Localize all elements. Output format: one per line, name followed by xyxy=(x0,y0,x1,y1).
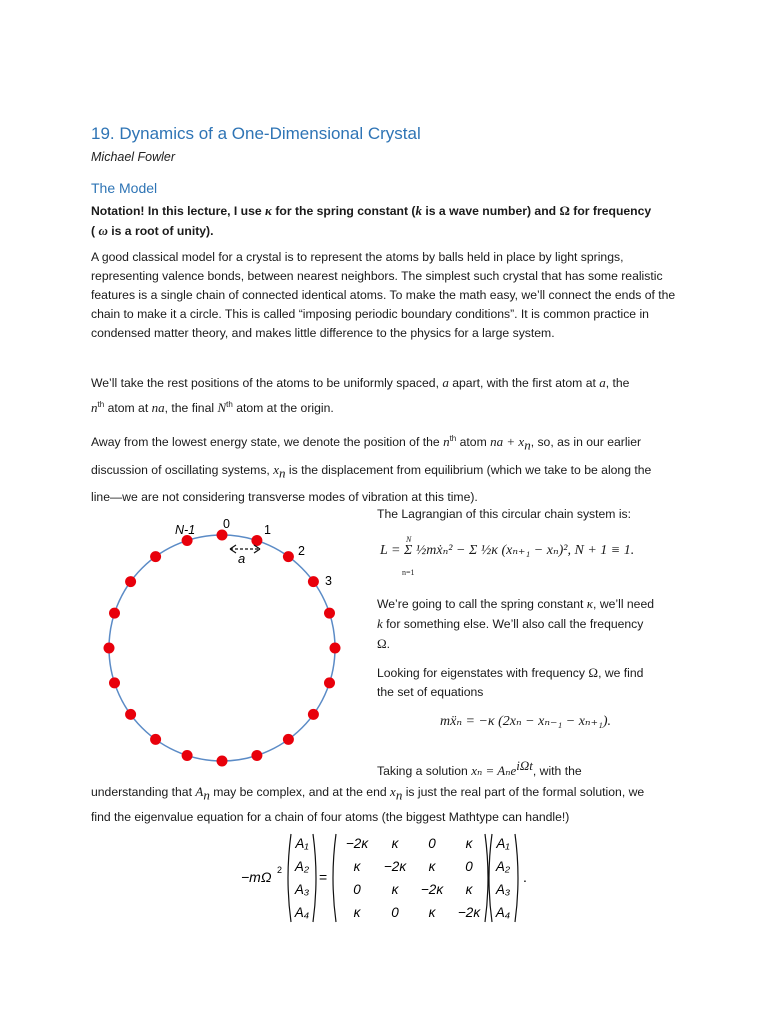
text-run: atom at the origin. xyxy=(236,401,334,416)
k-symbol: k xyxy=(415,203,422,218)
right-vector-entry: A₄ xyxy=(495,905,511,920)
label-a: a xyxy=(238,551,246,566)
atom-10 xyxy=(217,756,228,767)
math-n: n xyxy=(443,434,450,450)
matrix-entry: κ xyxy=(353,905,361,920)
k-symbol: k xyxy=(377,616,383,631)
text-run: understanding that xyxy=(91,785,192,799)
atom-11 xyxy=(182,750,193,761)
text-run: We’re going to call the spring constant xyxy=(377,597,584,611)
right-vector-entry: A₂ xyxy=(495,859,511,874)
sum-lower-limit: n=1 xyxy=(402,568,415,577)
atoms-group xyxy=(104,530,341,767)
atom-4 xyxy=(324,608,335,619)
notation-text: for frequency xyxy=(573,204,652,218)
notation-paragraph xyxy=(91,201,681,241)
matrix-entry: κ xyxy=(428,905,436,920)
coupling-matrix xyxy=(346,836,481,920)
kappa-symbol: κ xyxy=(586,596,594,611)
document-title: 19. Dynamics of a One-Dimensional Crystal xyxy=(91,124,421,143)
solution-expression: xₙ = Aₙe xyxy=(471,763,517,779)
left-vector-close-paren xyxy=(313,834,316,922)
label-0: 0 xyxy=(223,517,230,531)
label-1: 1 xyxy=(264,523,271,537)
text-run: may be complex, and at the end xyxy=(213,785,387,799)
superscript-th: th xyxy=(226,400,233,409)
right-vector-entry: A₁ xyxy=(496,836,510,851)
atom-16 xyxy=(109,608,120,619)
solution-exponent: iΩt xyxy=(516,758,533,773)
math-x: x xyxy=(273,461,279,477)
text-run: We’ll take the rest positions of the atoms to be uniformly spaced, xyxy=(91,376,439,390)
atom-6 xyxy=(324,677,335,688)
superscript-th: th xyxy=(97,400,105,409)
author-name: Michael Fowler xyxy=(91,150,176,164)
atom-0 xyxy=(217,530,228,541)
matrix-entry: 0 xyxy=(428,836,436,851)
notation-text: Notation! In this lecture, I use xyxy=(91,204,262,218)
atom-17 xyxy=(125,576,136,587)
naming-paragraph xyxy=(377,594,677,654)
matrix-entry: −2κ xyxy=(383,859,407,874)
left-vector-open-paren xyxy=(288,834,291,922)
text-run: , the xyxy=(605,376,630,390)
notation-text: is a wave number) and xyxy=(425,204,557,218)
notation-text: for the spring constant ( xyxy=(275,204,416,218)
kappa-symbol: κ xyxy=(265,203,272,218)
right-vector-entry: A₃ xyxy=(495,882,511,897)
matrix-entry: κ xyxy=(391,836,399,851)
text-run: , with the xyxy=(532,764,582,779)
eigenstates-paragraph xyxy=(377,663,677,702)
text-run: atom at xyxy=(107,401,149,416)
circular-chain-diagram xyxy=(90,505,360,775)
left-vector-entry: A₁ xyxy=(295,836,309,851)
atom-1 xyxy=(251,535,262,546)
left-vector-entry: A₂ xyxy=(294,859,310,874)
math-x: x xyxy=(390,784,396,799)
right-vector-open-paren xyxy=(489,834,492,922)
math-n: n xyxy=(91,400,98,416)
matrix-entry: κ xyxy=(391,882,399,897)
right-vector-close-paren xyxy=(515,834,518,922)
text-run: , so, as in our earlier xyxy=(530,435,642,450)
matrix-entry: 0 xyxy=(465,859,473,874)
math-a: a xyxy=(599,375,606,390)
atom-5 xyxy=(330,643,341,654)
left-vector-entry: A₄ xyxy=(294,905,310,920)
small-omega-symbol: ω xyxy=(98,223,108,238)
atom-13 xyxy=(125,709,136,720)
subscript-n: n xyxy=(279,464,286,480)
text-run: atom xyxy=(459,435,487,450)
text-run: is just the real part of the formal solution, we xyxy=(405,785,645,799)
text-run: Taking a solution xyxy=(377,764,468,779)
notation-text: ( xyxy=(91,224,96,238)
text-run: apart, with the first atom at xyxy=(452,376,596,390)
subscript-n: n xyxy=(203,787,210,803)
lagrangian-equation xyxy=(380,542,634,559)
left-vector xyxy=(294,836,310,920)
text-run: find the eigenvalue equation for a chain of four atoms (the biggest Mathtype can handle!) xyxy=(91,810,570,825)
subscript-n: n xyxy=(524,437,531,453)
label-n-minus-1: N-1 xyxy=(175,523,196,537)
label-3: 3 xyxy=(325,574,332,588)
lagrangian-intro: The Lagrangian of this circular chain system is: xyxy=(377,507,632,521)
equation-of-motion: mẍₙ = −κ (2xₙ − xₙ₋₁ − xₙ₊₁). xyxy=(440,714,612,729)
text-run: the set of equations xyxy=(377,685,484,699)
atom-14 xyxy=(109,677,120,688)
matrix-entry: 0 xyxy=(353,882,361,897)
math-position: na + x xyxy=(490,434,525,450)
intro-paragraph: A good classical model for a crystal is to represent the atoms by balls held in place by light springs, representing valence bonds, between nearest neighbors. The simplest such crystal that has some realistic features is a single chain of connected identical atoms. To make the math easy, we’ll connect the ends of the chain to make it a circle. This is called “imposing periodic boundary conditions”. It is common practice in condensed matter theory, and makes little difference to the physics for a large system. xyxy=(91,250,676,340)
text-run: Away from the lowest energy state, we denote the position of the xyxy=(91,435,440,450)
text-run: is the displacement from equilibrium (which we take to be along the xyxy=(288,462,652,477)
text-run: . xyxy=(386,637,391,651)
subscript-n: n xyxy=(395,787,403,803)
atom-18 xyxy=(150,551,161,562)
positions-paragraph xyxy=(91,372,681,419)
matrix-entry: κ xyxy=(465,882,473,897)
text-run: for something else. We’ll also call the frequency xyxy=(386,617,644,631)
matrix-lhs: −mΩ xyxy=(241,869,272,885)
notation-text: is a root of unity). xyxy=(111,224,214,238)
math-a: a xyxy=(442,375,449,390)
lagrangian-expression: L = Σ ½mẋₙ² − Σ ½κ (xₙ₊₁ − xₙ)², N + 1 ≡ 1. xyxy=(380,543,635,558)
atom-12 xyxy=(150,734,161,745)
equals-sign: = xyxy=(319,869,328,885)
left-vector-entry: A₃ xyxy=(294,882,310,897)
omega-symbol: Ω xyxy=(377,636,387,651)
sum-upper-limit: N xyxy=(406,535,412,544)
matrix-lhs-exponent: 2 xyxy=(277,865,283,875)
matrix-entry: κ xyxy=(353,859,361,874)
atom-3 xyxy=(308,576,319,587)
atom-8 xyxy=(283,734,294,745)
math-A: A xyxy=(195,784,204,799)
matrix-entry: 0 xyxy=(391,905,399,920)
matrix-close-paren xyxy=(485,834,488,922)
displacement-paragraph xyxy=(91,427,681,509)
text-run: , the final xyxy=(164,401,215,416)
matrix-entry: κ xyxy=(428,859,436,874)
superscript-th: th xyxy=(449,434,457,443)
matrix-entry: κ xyxy=(465,836,473,851)
text-run: discussion of oscillating systems, xyxy=(91,462,270,477)
text-run: , we find xyxy=(598,666,644,680)
atom-9 xyxy=(251,750,262,761)
atom-7 xyxy=(308,709,319,720)
math-N: N xyxy=(217,400,227,416)
text-run: line—we are not considering transverse modes of vibration at this time). xyxy=(91,489,478,504)
eigenvalue-paragraph xyxy=(91,781,681,828)
matrix-period: . xyxy=(523,869,527,885)
omega-symbol: Ω xyxy=(588,665,599,680)
label-2: 2 xyxy=(298,544,305,558)
section-heading: The Model xyxy=(91,180,158,196)
chain-ring xyxy=(109,535,335,761)
matrix-entry: −2κ xyxy=(457,905,481,920)
matrix-entry: −2κ xyxy=(345,836,369,851)
math-na: na xyxy=(151,400,165,416)
matrix-open-paren xyxy=(333,834,336,922)
atom-15 xyxy=(104,643,115,654)
text-run: Looking for eigenstates with frequency xyxy=(377,666,585,680)
atom-2 xyxy=(283,551,294,562)
right-vector xyxy=(495,836,511,920)
matrix-entry: −2κ xyxy=(420,882,444,897)
matrix-equation xyxy=(235,828,535,928)
text-run: , we’ll need xyxy=(593,597,655,611)
omega-symbol: Ω xyxy=(559,203,570,218)
solution-line xyxy=(377,756,707,781)
